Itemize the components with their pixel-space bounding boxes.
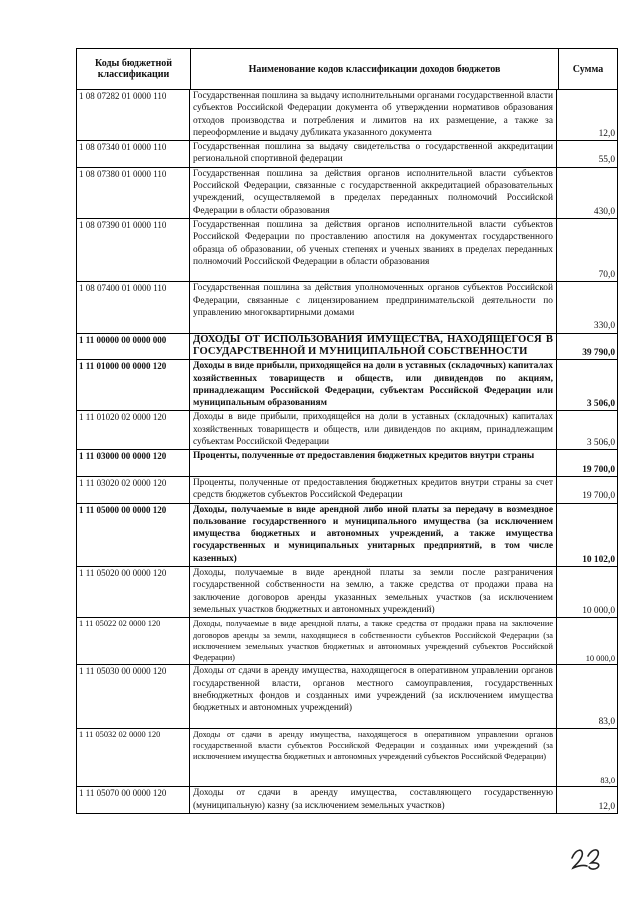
table-row: [77, 141, 617, 168]
row-code: 1 11 05020 00 0000 120: [77, 567, 190, 617]
row-name: Государственная пошлина за действия уполномоченных органов субъектов Российской Федерации, связанные с лицензированием предпринимательской деятельности по управлению многоквартирными домами: [190, 282, 557, 332]
row-code: 1 11 03000 00 0000 120: [77, 450, 190, 476]
table-row: [77, 168, 617, 219]
row-name: Государственная пошлина за действия органов исполнительной власти субъектов Российской Федерации, связанные с государственной аккредитацией образовательных учреждений, осуществляемой в пределах переданных полномочий Российской Федерации в области образования: [190, 168, 557, 218]
row-sum: 19 700,0: [582, 491, 615, 502]
row-name: Доходы, получаемые в виде арендной либо иной платы за передачу в возмездное пользование государственного и муниципального имущества (за исключением имущества бюджетных и автономных учреждений, а также имущества государственных и муниципальных унитарных предприятий, в том числе казенных): [190, 504, 557, 567]
row-code: 1 11 00000 00 0000 000: [77, 334, 190, 360]
row-name: Проценты, полученные от предоставления бюджетных кредитов внутри страны за счет средств бюджетов субъектов Российской Федерации: [190, 477, 557, 503]
table-row: [77, 477, 617, 504]
table-row: [77, 450, 617, 477]
row-name: Государственная пошлина за выдачу свидетельства о государственной аккредитации региональной спортивной федерации: [190, 141, 557, 167]
row-code: 1 08 07400 01 0000 110: [77, 282, 190, 332]
table-row: [77, 282, 617, 333]
row-sum: 39 790,0: [582, 347, 615, 358]
table-row: [77, 787, 617, 813]
row-name: Проценты, полученные от предоставления бюджетных кредитов внутри страны: [190, 450, 557, 476]
row-code: 1 11 05032 02 0000 120: [77, 729, 190, 787]
row-name: Доходы, получаемые в виде арендной платы, а также средства от продажи права на заключение договоров аренды за земли, находящиеся в собственности субъектов Российской Федерации (за исключением земельных участков бюджетных и автономных учреждений субъектов Российской Федерации): [190, 618, 557, 664]
row-name: Доходы, получаемые в виде арендной платы за земли после разграничения государственной собственности на землю, а также средства от продажи права на заключение договоров аренды указанных земельных участков (за исключением земельных участков бюджетных и автономных учреждений): [190, 567, 557, 617]
row-sum: 10 000,0: [585, 654, 615, 664]
row-code: 1 11 01020 02 0000 120: [77, 411, 190, 449]
row-sum: 19 700,0: [582, 464, 615, 475]
table-row: [77, 90, 617, 141]
handwritten-page-number: [568, 838, 608, 872]
table-row: [77, 567, 617, 618]
row-code: 1 11 01000 00 0000 120: [77, 360, 190, 410]
row-code: 1 08 07390 01 0000 110: [77, 219, 190, 282]
header-sum: Сумма: [572, 63, 604, 75]
row-sum: 3 506,0: [586, 399, 615, 410]
row-code: 1 08 07380 01 0000 110: [77, 168, 190, 218]
row-name: Доходы от сдачи в аренду имущества, находящегося в оперативном управлении органов государственной власти, органов местного самоуправления, государственных внебюджетных фондов и созданных ими учреждений (за исключением имущества бюджетных и автономных учреждений): [190, 665, 557, 728]
row-name: Доходы в виде прибыли, приходящейся на доли в уставных (складочных) капиталах хозяйственных товариществ и обществ, или дивидендов по акциям, принадлежащим Российской Федерации, субъектам Российской Федерации или муниципальным образованиям: [190, 360, 557, 410]
row-sum: 12,0: [598, 801, 615, 812]
table-row: [77, 360, 617, 411]
row-name: Доходы в виде прибыли, приходящейся на доли в уставных (складочных) капиталах хозяйственных товариществ и обществ, или дивидендов по акциям, принадлежащим субъектам Российской Федерации: [190, 411, 557, 449]
table-row: [77, 665, 617, 729]
row-sum: 10 102,0: [582, 554, 615, 565]
table-row: [77, 729, 617, 788]
row-code: 1 11 05022 02 0000 120: [77, 618, 190, 664]
row-code: 1 11 05000 00 0000 120: [77, 504, 190, 567]
header-name: Наименование кодов классификации доходов бюджетов: [191, 49, 559, 89]
table-body: [77, 90, 617, 813]
row-sum: 12,0: [598, 128, 615, 139]
table-row: [77, 219, 617, 283]
budget-income-table: [76, 48, 618, 814]
row-sum: 83,0: [598, 716, 615, 727]
table-header: [77, 49, 617, 90]
row-code: 1 11 05070 00 0000 120: [77, 787, 190, 813]
table-row: [77, 504, 617, 568]
row-sum: 3 506,0: [586, 438, 615, 449]
row-code: 1 08 07340 01 0000 110: [77, 141, 190, 167]
row-sum: 430,0: [593, 206, 615, 217]
row-sum: 70,0: [598, 270, 615, 281]
table-row: [77, 411, 617, 450]
row-sum: 10 000,0: [582, 605, 615, 616]
row-name: Доходы от сдачи в аренду имущества, находящегося в оперативном управлении органов государственной власти субъектов Российской Федерации и созданных ими учреждений (за исключением имущества бюджетных и автономных учреждений субъектов Российской Федерации): [190, 729, 557, 787]
row-name: Государственная пошлина за действия органов исполнительной власти субъектов Российской Федерации по проставлению апостиля на документах государственного образца об образовании, об ученых степенях и ученых званиях в пределах переданных полномочий Российской Федерации в области образования: [190, 219, 557, 282]
table-row: [77, 618, 617, 665]
row-name: Доходы от сдачи в аренду имущества, составляющего государственную (муниципальную) казну (за исключением земельных участков): [190, 787, 557, 813]
table-row: [77, 334, 617, 361]
row-code: 1 11 03020 02 0000 120: [77, 477, 190, 503]
row-name: ДОХОДЫ ОТ ИСПОЛЬЗОВАНИЯ ИМУЩЕСТВА, НАХОДЯЩЕГОСЯ В ГОСУДАРСТВЕННОЙ И МУНИЦИПАЛЬНОЙ СОБСТВЕННОСТИ: [190, 334, 557, 360]
row-sum: 55,0: [598, 155, 615, 166]
row-name: Государственная пошлина за выдачу исполнительными органами государственной власти субъектов Российской Федерации документа об утверждении нормативов образования отходов производства и потребления и лимитов на их размещение, а также за переоформление и выдачу дубликата указанного документа: [190, 90, 557, 140]
row-sum: 83,0: [600, 776, 615, 786]
row-sum: 330,0: [593, 321, 615, 332]
header-codes: Коды бюджетной классификации: [77, 49, 191, 89]
row-code: 1 11 05030 00 0000 120: [77, 665, 190, 728]
row-code: 1 08 07282 01 0000 110: [77, 90, 190, 140]
